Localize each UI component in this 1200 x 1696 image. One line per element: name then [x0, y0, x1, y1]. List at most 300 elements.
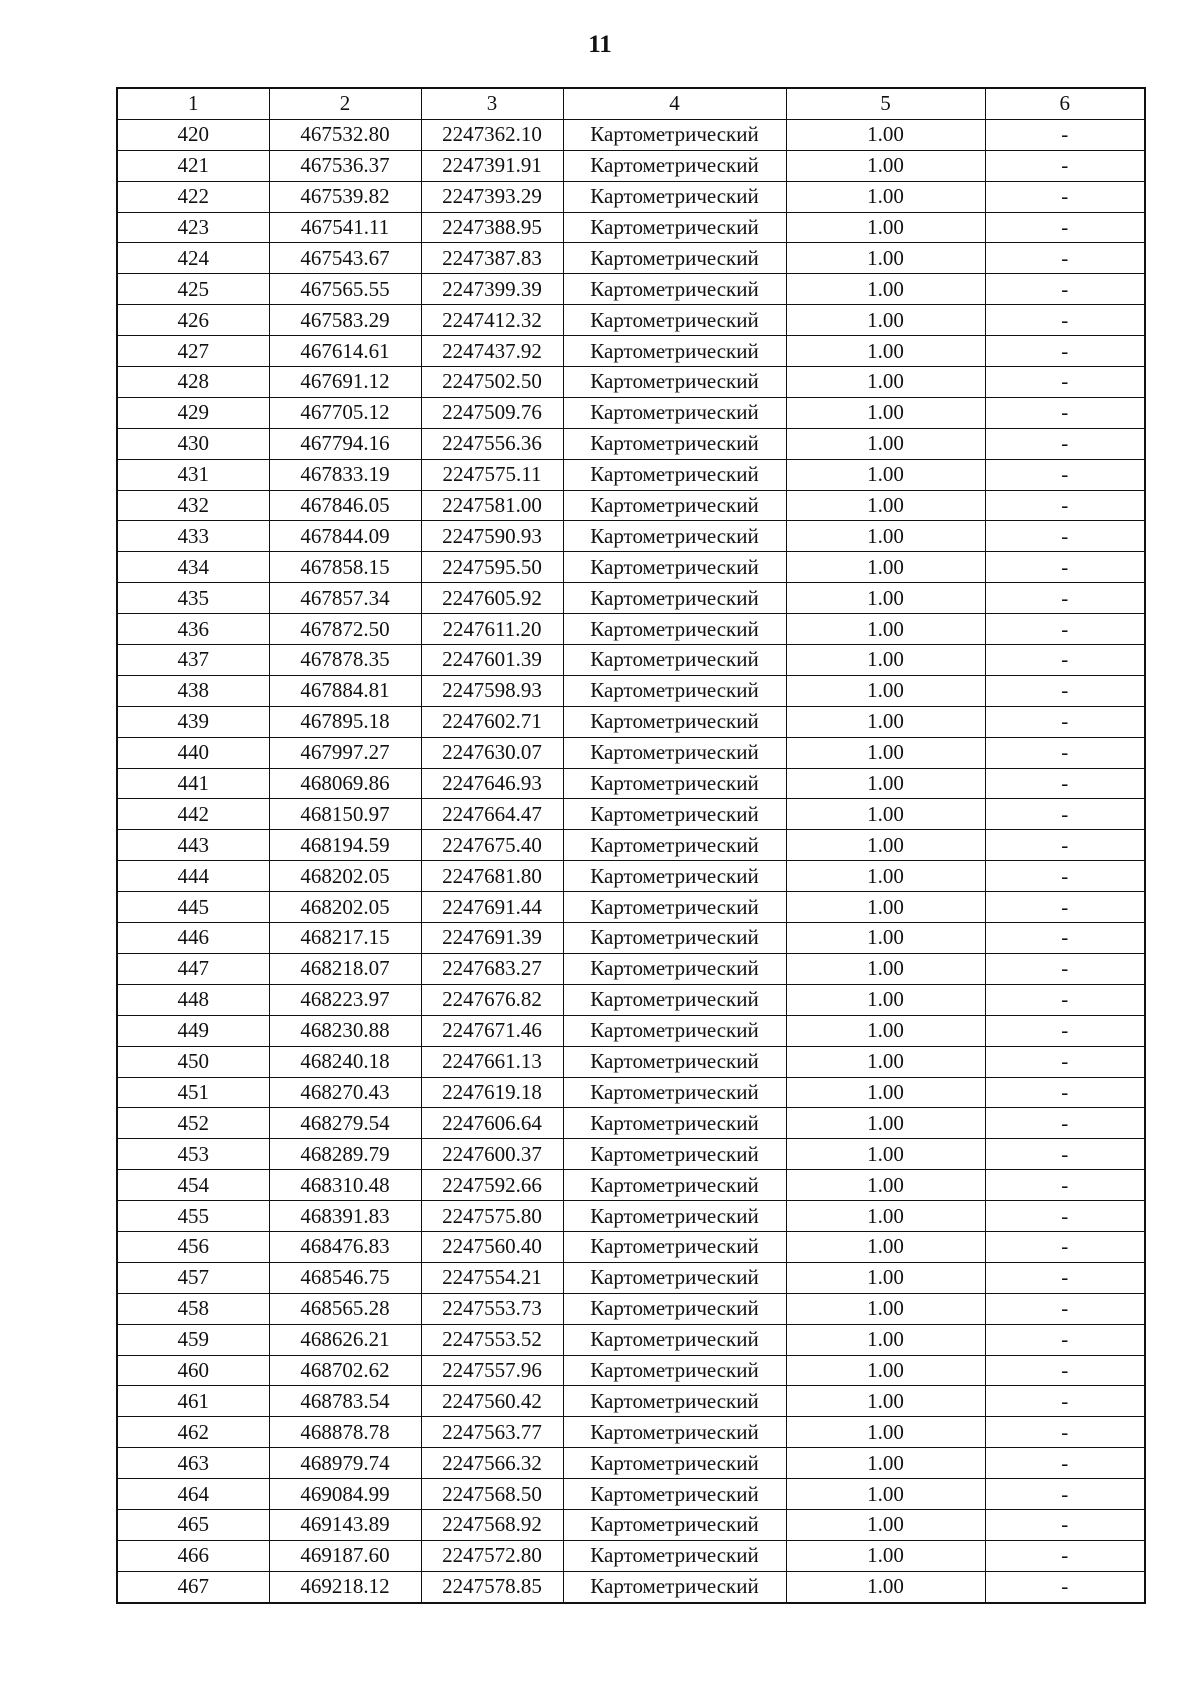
method-cell: Картометрический — [563, 305, 786, 336]
accuracy-cell: 1.00 — [786, 490, 985, 521]
method-cell: Картометрический — [563, 1479, 786, 1510]
table-row — [117, 953, 1145, 984]
method-cell: Картометрический — [563, 1262, 786, 1293]
y-coordinate-cell: 2247581.00 — [421, 490, 563, 521]
description-cell: - — [985, 552, 1145, 583]
point-number-cell: 465 — [117, 1509, 269, 1540]
method-cell: Картометрический — [563, 1077, 786, 1108]
method-cell: Картометрический — [563, 799, 786, 830]
point-number-cell: 440 — [117, 737, 269, 768]
method-cell: Картометрический — [563, 459, 786, 490]
y-coordinate-cell: 2247556.36 — [421, 428, 563, 459]
point-number-cell: 422 — [117, 181, 269, 212]
y-coordinate-cell: 2247362.10 — [421, 119, 563, 150]
description-cell: - — [985, 645, 1145, 676]
description-cell: - — [985, 799, 1145, 830]
accuracy-cell: 1.00 — [786, 1293, 985, 1324]
y-coordinate-cell: 2247605.92 — [421, 583, 563, 614]
point-number-cell: 430 — [117, 428, 269, 459]
method-cell: Картометрический — [563, 830, 786, 861]
y-coordinate-cell: 2247560.40 — [421, 1231, 563, 1262]
x-coordinate-cell: 467844.09 — [269, 521, 421, 552]
accuracy-cell: 1.00 — [786, 737, 985, 768]
point-number-cell: 459 — [117, 1324, 269, 1355]
point-number-cell: 456 — [117, 1231, 269, 1262]
description-cell: - — [985, 490, 1145, 521]
accuracy-cell: 1.00 — [786, 1231, 985, 1262]
y-coordinate-cell: 2247399.39 — [421, 274, 563, 305]
description-cell: - — [985, 675, 1145, 706]
point-number-cell: 460 — [117, 1355, 269, 1386]
accuracy-cell: 1.00 — [786, 1417, 985, 1448]
point-number-cell: 451 — [117, 1077, 269, 1108]
x-coordinate-cell: 469187.60 — [269, 1540, 421, 1571]
y-coordinate-cell: 2247553.73 — [421, 1293, 563, 1324]
description-cell: - — [985, 1077, 1145, 1108]
accuracy-cell: 1.00 — [786, 336, 985, 367]
table-row — [117, 367, 1145, 398]
accuracy-cell: 1.00 — [786, 1386, 985, 1417]
x-coordinate-cell: 469218.12 — [269, 1571, 421, 1602]
y-coordinate-cell: 2247437.92 — [421, 336, 563, 367]
point-number-cell: 461 — [117, 1386, 269, 1417]
x-coordinate-cell: 469084.99 — [269, 1479, 421, 1510]
column-header-4: 4 — [563, 88, 786, 119]
accuracy-cell: 1.00 — [786, 181, 985, 212]
table-row — [117, 1355, 1145, 1386]
description-cell: - — [985, 428, 1145, 459]
method-cell: Картометрический — [563, 119, 786, 150]
description-cell: - — [985, 1540, 1145, 1571]
y-coordinate-cell: 2247598.93 — [421, 675, 563, 706]
method-cell: Картометрический — [563, 737, 786, 768]
method-cell: Картометрический — [563, 923, 786, 954]
y-coordinate-cell: 2247606.64 — [421, 1108, 563, 1139]
accuracy-cell: 1.00 — [786, 675, 985, 706]
table-body — [117, 119, 1145, 1602]
table-row — [117, 1509, 1145, 1540]
table-row — [117, 675, 1145, 706]
description-cell: - — [985, 212, 1145, 243]
x-coordinate-cell: 467614.61 — [269, 336, 421, 367]
method-cell: Картометрический — [563, 212, 786, 243]
accuracy-cell: 1.00 — [786, 305, 985, 336]
x-coordinate-cell: 468223.97 — [269, 984, 421, 1015]
table-row — [117, 336, 1145, 367]
table-row — [117, 243, 1145, 274]
table-row — [117, 459, 1145, 490]
method-cell: Картометрический — [563, 1231, 786, 1262]
x-coordinate-cell: 467872.50 — [269, 614, 421, 645]
description-cell: - — [985, 1509, 1145, 1540]
x-coordinate-cell: 468310.48 — [269, 1170, 421, 1201]
y-coordinate-cell: 2247611.20 — [421, 614, 563, 645]
table-row — [117, 305, 1145, 336]
point-number-cell: 458 — [117, 1293, 269, 1324]
y-coordinate-cell: 2247568.92 — [421, 1509, 563, 1540]
accuracy-cell: 1.00 — [786, 367, 985, 398]
x-coordinate-cell: 468391.83 — [269, 1201, 421, 1232]
table-row — [117, 181, 1145, 212]
column-header-3: 3 — [421, 88, 563, 119]
method-cell: Картометрический — [563, 768, 786, 799]
column-header-5: 5 — [786, 88, 985, 119]
table-row — [117, 1448, 1145, 1479]
method-cell: Картометрический — [563, 892, 786, 923]
y-coordinate-cell: 2247601.39 — [421, 645, 563, 676]
accuracy-cell: 1.00 — [786, 830, 985, 861]
table-row — [117, 119, 1145, 150]
table-row — [117, 583, 1145, 614]
method-cell: Картометрический — [563, 274, 786, 305]
table-row — [117, 1324, 1145, 1355]
y-coordinate-cell: 2247575.80 — [421, 1201, 563, 1232]
column-header-1: 1 — [117, 88, 269, 119]
table-row — [117, 1046, 1145, 1077]
x-coordinate-cell: 468279.54 — [269, 1108, 421, 1139]
description-cell: - — [985, 336, 1145, 367]
method-cell: Картометрический — [563, 614, 786, 645]
point-number-cell: 423 — [117, 212, 269, 243]
table-row — [117, 212, 1145, 243]
x-coordinate-cell: 468218.07 — [269, 953, 421, 984]
accuracy-cell: 1.00 — [786, 459, 985, 490]
table-row — [117, 645, 1145, 676]
accuracy-cell: 1.00 — [786, 1540, 985, 1571]
x-coordinate-cell: 468202.05 — [269, 861, 421, 892]
method-cell: Картометрический — [563, 1201, 786, 1232]
y-coordinate-cell: 2247619.18 — [421, 1077, 563, 1108]
x-coordinate-cell: 468476.83 — [269, 1231, 421, 1262]
method-cell: Картометрический — [563, 583, 786, 614]
point-number-cell: 467 — [117, 1571, 269, 1602]
point-number-cell: 463 — [117, 1448, 269, 1479]
table-row — [117, 830, 1145, 861]
x-coordinate-cell: 467541.11 — [269, 212, 421, 243]
point-number-cell: 446 — [117, 923, 269, 954]
table-row — [117, 1417, 1145, 1448]
x-coordinate-cell: 467532.80 — [269, 119, 421, 150]
y-coordinate-cell: 2247572.80 — [421, 1540, 563, 1571]
y-coordinate-cell: 2247578.85 — [421, 1571, 563, 1602]
description-cell: - — [985, 583, 1145, 614]
point-number-cell: 427 — [117, 336, 269, 367]
table-row — [117, 552, 1145, 583]
y-coordinate-cell: 2247554.21 — [421, 1262, 563, 1293]
accuracy-cell: 1.00 — [786, 150, 985, 181]
point-number-cell: 424 — [117, 243, 269, 274]
accuracy-cell: 1.00 — [786, 243, 985, 274]
method-cell: Картометрический — [563, 1015, 786, 1046]
accuracy-cell: 1.00 — [786, 552, 985, 583]
y-coordinate-cell: 2247566.32 — [421, 1448, 563, 1479]
y-coordinate-cell: 2247602.71 — [421, 706, 563, 737]
table-row — [117, 706, 1145, 737]
accuracy-cell: 1.00 — [786, 892, 985, 923]
point-number-cell: 447 — [117, 953, 269, 984]
y-coordinate-cell: 2247676.82 — [421, 984, 563, 1015]
point-number-cell: 450 — [117, 1046, 269, 1077]
method-cell: Картометрический — [563, 397, 786, 428]
accuracy-cell: 1.00 — [786, 1170, 985, 1201]
point-number-cell: 426 — [117, 305, 269, 336]
y-coordinate-cell: 2247575.11 — [421, 459, 563, 490]
x-coordinate-cell: 468194.59 — [269, 830, 421, 861]
method-cell: Картометрический — [563, 521, 786, 552]
x-coordinate-cell: 467691.12 — [269, 367, 421, 398]
table-row — [117, 1571, 1145, 1602]
table-row — [117, 490, 1145, 521]
y-coordinate-cell: 2247675.40 — [421, 830, 563, 861]
y-coordinate-cell: 2247691.39 — [421, 923, 563, 954]
description-cell: - — [985, 953, 1145, 984]
y-coordinate-cell: 2247393.29 — [421, 181, 563, 212]
description-cell: - — [985, 768, 1145, 799]
accuracy-cell: 1.00 — [786, 521, 985, 552]
description-cell: - — [985, 1355, 1145, 1386]
point-number-cell: 448 — [117, 984, 269, 1015]
x-coordinate-cell: 468217.15 — [269, 923, 421, 954]
y-coordinate-cell: 2247553.52 — [421, 1324, 563, 1355]
method-cell: Картометрический — [563, 1509, 786, 1540]
method-cell: Картометрический — [563, 645, 786, 676]
table-row — [117, 768, 1145, 799]
y-coordinate-cell: 2247661.13 — [421, 1046, 563, 1077]
x-coordinate-cell: 468202.05 — [269, 892, 421, 923]
method-cell: Картометрический — [563, 984, 786, 1015]
table-row — [117, 1201, 1145, 1232]
x-coordinate-cell: 467858.15 — [269, 552, 421, 583]
point-number-cell: 455 — [117, 1201, 269, 1232]
description-cell: - — [985, 1262, 1145, 1293]
accuracy-cell: 1.00 — [786, 768, 985, 799]
method-cell: Картометрический — [563, 490, 786, 521]
accuracy-cell: 1.00 — [786, 1355, 985, 1386]
point-number-cell: 462 — [117, 1417, 269, 1448]
point-number-cell: 449 — [117, 1015, 269, 1046]
point-number-cell: 452 — [117, 1108, 269, 1139]
description-cell: - — [985, 1293, 1145, 1324]
point-number-cell: 433 — [117, 521, 269, 552]
accuracy-cell: 1.00 — [786, 1046, 985, 1077]
description-cell: - — [985, 150, 1145, 181]
table-row — [117, 1540, 1145, 1571]
description-cell: - — [985, 1231, 1145, 1262]
method-cell: Картометрический — [563, 1046, 786, 1077]
description-cell: - — [985, 397, 1145, 428]
x-coordinate-cell: 468150.97 — [269, 799, 421, 830]
column-header-6: 6 — [985, 88, 1145, 119]
page-number: 11 — [588, 31, 612, 58]
point-number-cell: 437 — [117, 645, 269, 676]
description-cell: - — [985, 861, 1145, 892]
point-number-cell: 464 — [117, 1479, 269, 1510]
table-row — [117, 274, 1145, 305]
method-cell: Картометрический — [563, 1571, 786, 1602]
table-row — [117, 1262, 1145, 1293]
x-coordinate-cell: 468626.21 — [269, 1324, 421, 1355]
point-number-cell: 428 — [117, 367, 269, 398]
method-cell: Картометрический — [563, 1293, 786, 1324]
table-row — [117, 428, 1145, 459]
method-cell: Картометрический — [563, 1540, 786, 1571]
x-coordinate-cell: 467895.18 — [269, 706, 421, 737]
accuracy-cell: 1.00 — [786, 706, 985, 737]
description-cell: - — [985, 243, 1145, 274]
description-cell: - — [985, 1170, 1145, 1201]
method-cell: Картометрический — [563, 675, 786, 706]
table-row — [117, 521, 1145, 552]
method-cell: Картометрический — [563, 1355, 786, 1386]
description-cell: - — [985, 1386, 1145, 1417]
accuracy-cell: 1.00 — [786, 861, 985, 892]
description-cell: - — [985, 892, 1145, 923]
x-coordinate-cell: 467536.37 — [269, 150, 421, 181]
description-cell: - — [985, 181, 1145, 212]
description-cell: - — [985, 1571, 1145, 1602]
point-number-cell: 420 — [117, 119, 269, 150]
accuracy-cell: 1.00 — [786, 583, 985, 614]
y-coordinate-cell: 2247592.66 — [421, 1170, 563, 1201]
table-row — [117, 1479, 1145, 1510]
table-row — [117, 984, 1145, 1015]
method-cell: Картометрический — [563, 1417, 786, 1448]
x-coordinate-cell: 467565.55 — [269, 274, 421, 305]
accuracy-cell: 1.00 — [786, 645, 985, 676]
description-cell: - — [985, 737, 1145, 768]
table-header-row — [117, 88, 1145, 119]
accuracy-cell: 1.00 — [786, 614, 985, 645]
point-number-cell: 444 — [117, 861, 269, 892]
accuracy-cell: 1.00 — [786, 428, 985, 459]
y-coordinate-cell: 2247560.42 — [421, 1386, 563, 1417]
y-coordinate-cell: 2247646.93 — [421, 768, 563, 799]
accuracy-cell: 1.00 — [786, 984, 985, 1015]
method-cell: Картометрический — [563, 706, 786, 737]
x-coordinate-cell: 467543.67 — [269, 243, 421, 274]
table-row — [117, 150, 1145, 181]
accuracy-cell: 1.00 — [786, 1324, 985, 1355]
column-header-2: 2 — [269, 88, 421, 119]
method-cell: Картометрический — [563, 428, 786, 459]
description-cell: - — [985, 1479, 1145, 1510]
x-coordinate-cell: 467539.82 — [269, 181, 421, 212]
table-row — [117, 737, 1145, 768]
point-number-cell: 431 — [117, 459, 269, 490]
x-coordinate-cell: 467997.27 — [269, 737, 421, 768]
table-row — [117, 1139, 1145, 1170]
x-coordinate-cell: 468565.28 — [269, 1293, 421, 1324]
point-number-cell: 435 — [117, 583, 269, 614]
y-coordinate-cell: 2247391.91 — [421, 150, 563, 181]
description-cell: - — [985, 274, 1145, 305]
table-row — [117, 1108, 1145, 1139]
point-number-cell: 439 — [117, 706, 269, 737]
description-cell: - — [985, 923, 1145, 954]
x-coordinate-cell: 467794.16 — [269, 428, 421, 459]
x-coordinate-cell: 468783.54 — [269, 1386, 421, 1417]
table-row — [117, 861, 1145, 892]
x-coordinate-cell: 467705.12 — [269, 397, 421, 428]
description-cell: - — [985, 984, 1145, 1015]
accuracy-cell: 1.00 — [786, 1077, 985, 1108]
accuracy-cell: 1.00 — [786, 1448, 985, 1479]
table-row — [117, 1170, 1145, 1201]
description-cell: - — [985, 1046, 1145, 1077]
table-row — [117, 397, 1145, 428]
table-row — [117, 799, 1145, 830]
method-cell: Картометрический — [563, 150, 786, 181]
x-coordinate-cell: 467833.19 — [269, 459, 421, 490]
accuracy-cell: 1.00 — [786, 1262, 985, 1293]
accuracy-cell: 1.00 — [786, 799, 985, 830]
point-number-cell: 466 — [117, 1540, 269, 1571]
y-coordinate-cell: 2247388.95 — [421, 212, 563, 243]
x-coordinate-cell: 467857.34 — [269, 583, 421, 614]
x-coordinate-cell: 467846.05 — [269, 490, 421, 521]
point-number-cell: 445 — [117, 892, 269, 923]
point-number-cell: 421 — [117, 150, 269, 181]
description-cell: - — [985, 1448, 1145, 1479]
x-coordinate-cell: 468546.75 — [269, 1262, 421, 1293]
description-cell: - — [985, 1108, 1145, 1139]
x-coordinate-cell: 467583.29 — [269, 305, 421, 336]
x-coordinate-cell: 468270.43 — [269, 1077, 421, 1108]
description-cell: - — [985, 1324, 1145, 1355]
x-coordinate-cell: 468979.74 — [269, 1448, 421, 1479]
description-cell: - — [985, 830, 1145, 861]
accuracy-cell: 1.00 — [786, 923, 985, 954]
accuracy-cell: 1.00 — [786, 1139, 985, 1170]
y-coordinate-cell: 2247683.27 — [421, 953, 563, 984]
method-cell: Картометрический — [563, 1448, 786, 1479]
description-cell: - — [985, 1015, 1145, 1046]
accuracy-cell: 1.00 — [786, 1479, 985, 1510]
method-cell: Картометрический — [563, 953, 786, 984]
y-coordinate-cell: 2247664.47 — [421, 799, 563, 830]
table-row — [117, 1077, 1145, 1108]
y-coordinate-cell: 2247568.50 — [421, 1479, 563, 1510]
method-cell: Картометрический — [563, 1386, 786, 1417]
x-coordinate-cell: 468289.79 — [269, 1139, 421, 1170]
y-coordinate-cell: 2247387.83 — [421, 243, 563, 274]
point-number-cell: 454 — [117, 1170, 269, 1201]
x-coordinate-cell: 468230.88 — [269, 1015, 421, 1046]
description-cell: - — [985, 459, 1145, 490]
accuracy-cell: 1.00 — [786, 274, 985, 305]
x-coordinate-cell: 467884.81 — [269, 675, 421, 706]
point-number-cell: 432 — [117, 490, 269, 521]
accuracy-cell: 1.00 — [786, 1201, 985, 1232]
method-cell: Картометрический — [563, 181, 786, 212]
accuracy-cell: 1.00 — [786, 397, 985, 428]
y-coordinate-cell: 2247691.44 — [421, 892, 563, 923]
point-number-cell: 429 — [117, 397, 269, 428]
y-coordinate-cell: 2247557.96 — [421, 1355, 563, 1386]
point-number-cell: 443 — [117, 830, 269, 861]
description-cell: - — [985, 521, 1145, 552]
description-cell: - — [985, 1417, 1145, 1448]
table-row — [117, 892, 1145, 923]
point-number-cell: 425 — [117, 274, 269, 305]
y-coordinate-cell: 2247595.50 — [421, 552, 563, 583]
method-cell: Картометрический — [563, 1139, 786, 1170]
y-coordinate-cell: 2247563.77 — [421, 1417, 563, 1448]
point-number-cell: 436 — [117, 614, 269, 645]
point-number-cell: 442 — [117, 799, 269, 830]
y-coordinate-cell: 2247412.32 — [421, 305, 563, 336]
accuracy-cell: 1.00 — [786, 119, 985, 150]
